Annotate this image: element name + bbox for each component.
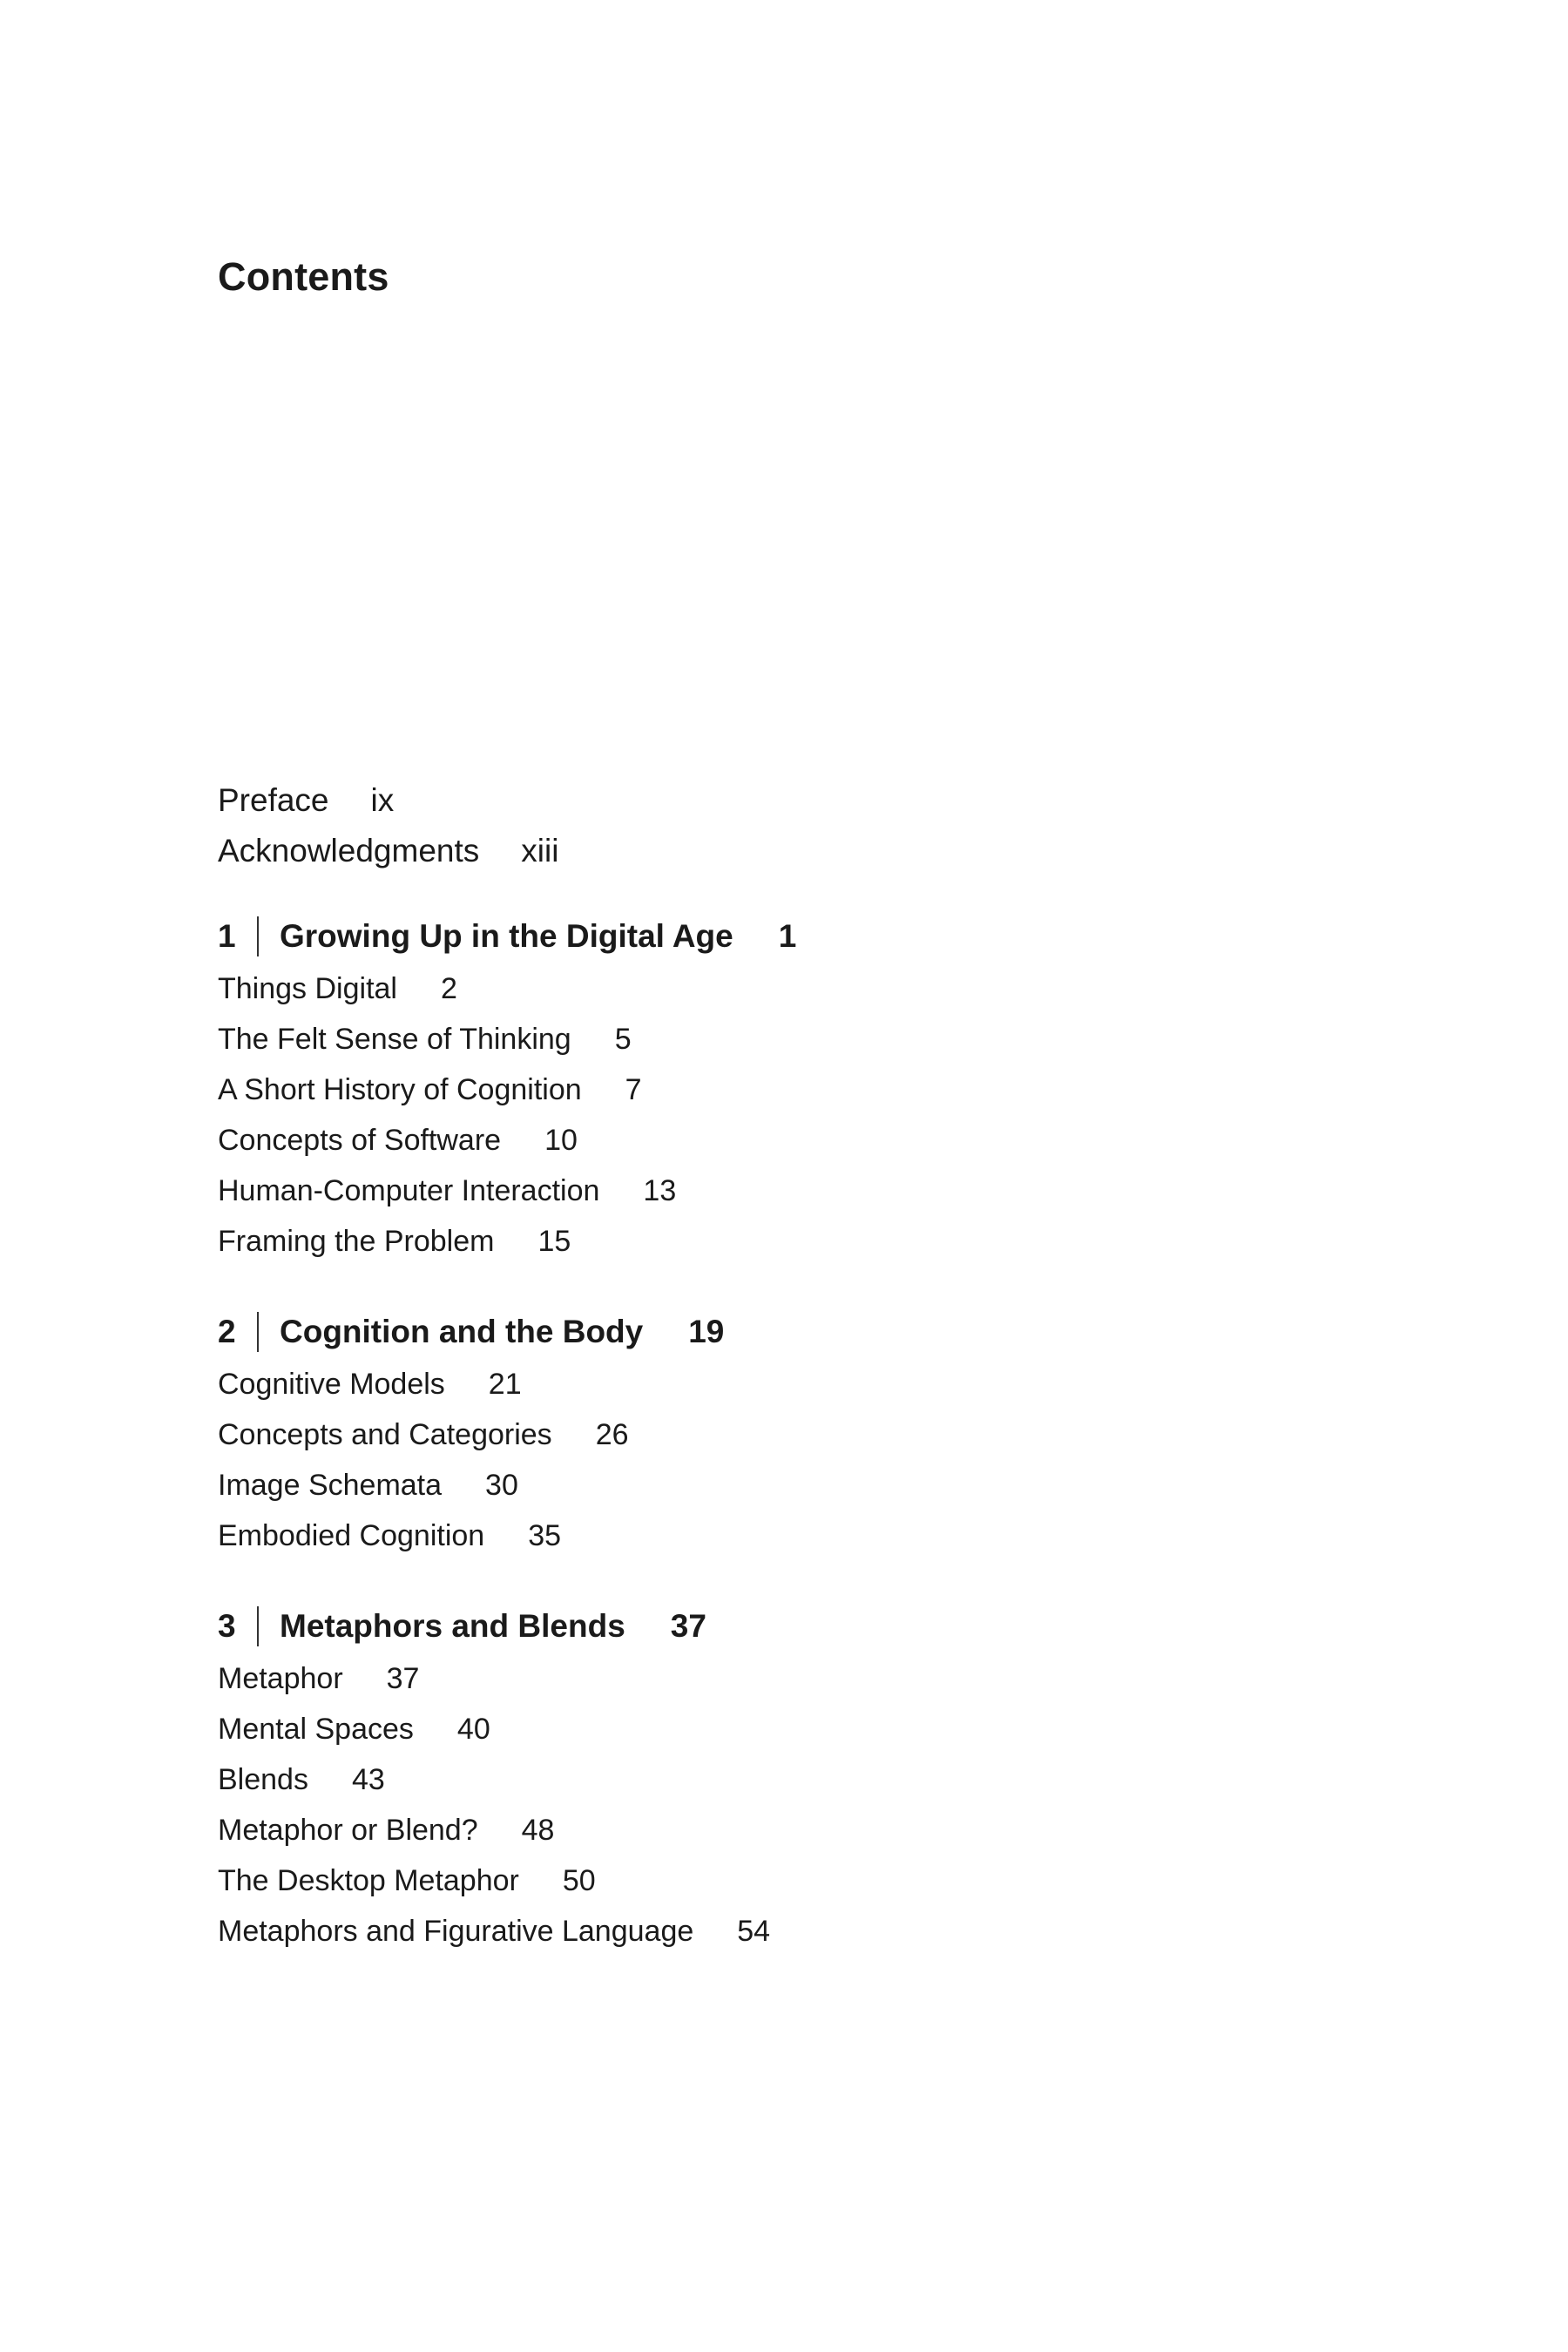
section-page-number: 54 (737, 1915, 771, 1948)
section-title: Cognitive Models (218, 1368, 445, 1401)
section-title: Embodied Cognition (218, 1519, 485, 1552)
section-page-number: 35 (528, 1519, 562, 1552)
entry-page-number: xiii (521, 833, 559, 868)
chapter-1 (218, 911, 1350, 1267)
section-title: Things Digital (218, 972, 397, 1005)
section-page-number: 43 (351, 1763, 385, 1796)
chapter-3 (218, 1601, 1350, 1957)
section-title: Metaphor or Blend? (218, 1814, 478, 1847)
section-entry[interactable] (218, 1704, 1350, 1754)
section-title: Metaphors and Figurative Language (218, 1915, 694, 1948)
section-title: Image Schemata (218, 1469, 443, 1502)
section-page-number: 15 (537, 1225, 571, 1258)
chapter-title: Cognition and the Body (280, 1314, 644, 1349)
section-title: Mental Spaces (218, 1713, 414, 1746)
section-title: Human-Computer Interaction (218, 1174, 600, 1207)
section-title: Concepts and Categories (218, 1418, 552, 1451)
section-title: The Felt Sense of Thinking (218, 1023, 571, 1056)
section-title: Framing the Problem (218, 1225, 495, 1258)
chapter-page-number: 1 (778, 918, 797, 954)
section-page-number: 10 (544, 1124, 578, 1157)
section-title: Concepts of Software (218, 1124, 502, 1157)
section-title: Blends (218, 1763, 308, 1796)
section-page-number: 50 (562, 1864, 596, 1897)
chapter-heading[interactable] (218, 1307, 1350, 1357)
chapter-heading[interactable] (218, 911, 1350, 962)
section-entry[interactable] (218, 1855, 1350, 1906)
chapter-heading[interactable] (218, 1601, 1350, 1652)
section-entry[interactable] (218, 963, 1350, 1014)
toc-entry-preface[interactable] (218, 775, 1350, 826)
entry-page-number: ix (370, 782, 395, 818)
chapter-divider (257, 916, 259, 956)
chapter-number: 2 (218, 1314, 236, 1349)
section-page-number: 30 (485, 1469, 518, 1502)
section-title: The Desktop Metaphor (218, 1864, 519, 1897)
toc-entry-acknowledgments[interactable] (218, 826, 1350, 876)
chapter-page-number: 37 (670, 1608, 706, 1644)
section-entry[interactable] (218, 1906, 1350, 1957)
entry-title: Acknowledgments (218, 833, 480, 868)
section-entry[interactable] (218, 1653, 1350, 1704)
section-page-number: 13 (643, 1174, 677, 1207)
section-entry[interactable] (218, 1805, 1350, 1855)
section-page-number: 21 (488, 1368, 522, 1401)
section-title: A Short History of Cognition (218, 1073, 582, 1106)
section-page-number: 40 (456, 1713, 490, 1746)
section-entry[interactable] (218, 1166, 1350, 1216)
section-entry[interactable] (218, 1014, 1350, 1064)
front-matter (218, 775, 1350, 876)
table-of-contents (218, 775, 1350, 1997)
section-entry[interactable] (218, 1216, 1350, 1267)
section-page-number: 2 (440, 972, 457, 1005)
section-entry[interactable] (218, 1460, 1350, 1511)
section-entry[interactable] (218, 1511, 1350, 1561)
entry-title: Preface (218, 782, 329, 818)
section-entry[interactable] (218, 1359, 1350, 1409)
chapter-title: Growing Up in the Digital Age (280, 918, 733, 954)
chapter-title: Metaphors and Blends (280, 1608, 625, 1644)
section-entry[interactable] (218, 1409, 1350, 1460)
section-page-number: 5 (614, 1023, 632, 1056)
chapter-number: 1 (218, 918, 236, 954)
chapter-divider (257, 1312, 259, 1352)
section-page-number: 37 (386, 1662, 420, 1695)
page-title: Contents (218, 254, 389, 299)
section-entry[interactable] (218, 1115, 1350, 1166)
section-page-number: 7 (625, 1073, 642, 1106)
section-entry[interactable] (218, 1064, 1350, 1115)
chapter-2 (218, 1307, 1350, 1561)
chapter-page-number: 19 (688, 1314, 725, 1349)
chapter-number: 3 (218, 1608, 236, 1644)
section-title: Metaphor (218, 1662, 343, 1695)
section-page-number: 26 (595, 1418, 629, 1451)
section-entry[interactable] (218, 1754, 1350, 1805)
chapter-divider (257, 1606, 259, 1646)
section-page-number: 48 (521, 1814, 555, 1847)
